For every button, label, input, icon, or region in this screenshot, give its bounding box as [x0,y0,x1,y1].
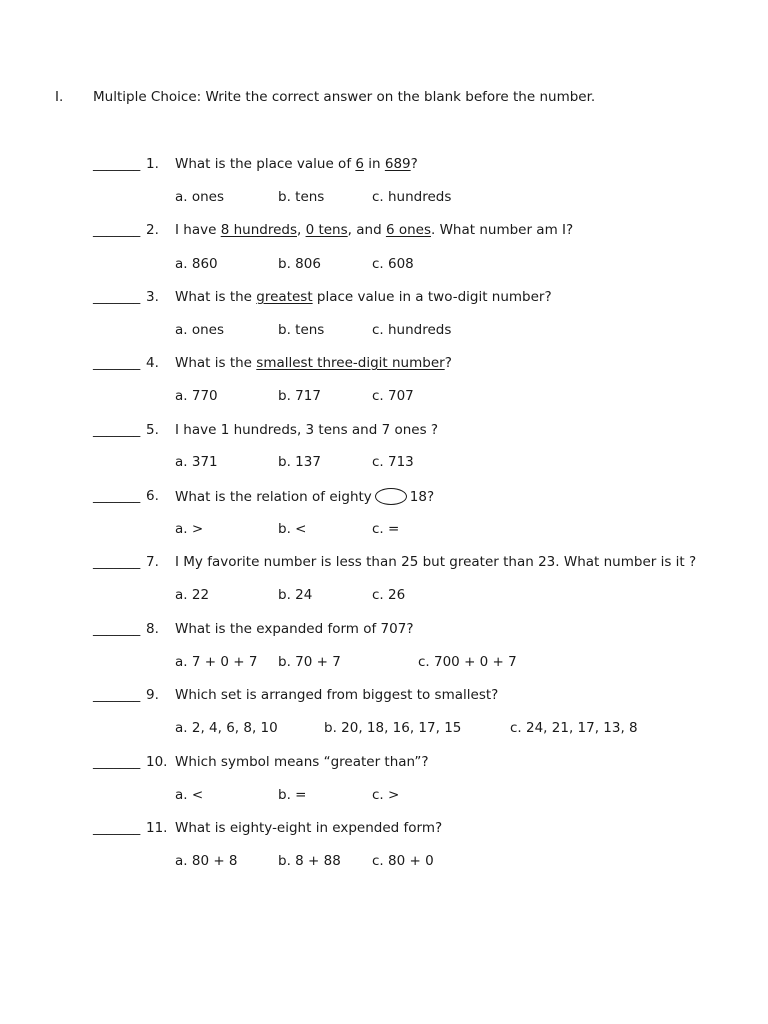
option-b: b. = [278,787,307,803]
answer-blank[interactable]: _______ [93,820,141,836]
option-b: b. 717 [278,388,321,404]
option-c: c. hundreds [372,322,452,338]
question-text: I My favorite number is less than 25 but greater than 23. What number is it ? [175,554,697,570]
question-number: 7. [146,554,159,570]
question-number: 5. [146,422,159,438]
option-a: a. > [175,521,204,537]
question-text: Which set is arranged from biggest to smallest? [175,687,499,703]
answer-blank[interactable]: _______ [93,687,141,703]
option-b: b. 20, 18, 16, 17, 15 [324,720,462,736]
question-number: 3. [146,289,159,305]
question-number: 10. [146,754,168,770]
question-text: What is the expanded form of 707? [175,621,414,637]
option-a: a. ones [175,189,225,205]
answer-blank[interactable]: _______ [93,488,141,504]
question-number: 8. [146,621,159,637]
option-b: b. 806 [278,256,321,272]
option-b: b. 24 [278,587,313,603]
comparison-oval-blank[interactable] [375,488,407,505]
option-a: a. 22 [175,587,210,603]
option-a: a. 770 [175,388,218,404]
option-a: a. < [175,787,204,803]
option-a: a. ones [175,322,225,338]
section-instruction: Multiple Choice: Write the correct answer on the blank before the number. [93,89,596,105]
option-c: c. 26 [372,587,406,603]
answer-blank[interactable]: _______ [93,554,141,570]
answer-blank[interactable]: _______ [93,222,141,238]
question-number: 2. [146,222,159,238]
question-text: What is the relation of eighty 18? [175,489,435,505]
question-text: I have 1 hundreds, 3 tens and 7 ones ? [175,422,439,438]
option-c: c. hundreds [372,189,452,205]
question-number: 9. [146,687,159,703]
answer-blank[interactable]: _______ [93,355,141,371]
option-c: c. 608 [372,256,414,272]
question-number: 6. [146,488,159,504]
option-a: a. 80 + 8 [175,853,238,869]
question-text: What is the place value of 6 in 689? [175,156,418,172]
option-c: c. 707 [372,388,414,404]
question-text: What is the greatest place value in a two-digit number? [175,289,552,305]
option-b: b. 137 [278,454,321,470]
question-number: 1. [146,156,159,172]
question-number: 4. [146,355,159,371]
option-b: b. 70 + 7 [278,654,341,670]
option-b: b. 8 + 88 [278,853,341,869]
question-text: What is eighty-eight in expended form? [175,820,443,836]
option-a: a. 2, 4, 6, 8, 10 [175,720,278,736]
option-a: a. 371 [175,454,218,470]
answer-blank[interactable]: _______ [93,621,141,637]
answer-blank[interactable]: _______ [93,754,141,770]
option-a: a. 860 [175,256,218,272]
option-c: c. > [372,787,400,803]
option-c: c. = [372,521,400,537]
question-text: Which symbol means “greater than”? [175,754,429,770]
option-b: b. tens [278,322,325,338]
option-b: b. tens [278,189,325,205]
option-c: c. 700 + 0 + 7 [418,654,517,670]
question-text: I have 8 hundreds, 0 tens, and 6 ones. What number am I? [175,222,574,238]
option-b: b. < [278,521,307,537]
section-number: I. [55,89,64,105]
option-c: c. 80 + 0 [372,853,434,869]
option-a: a. 7 + 0 + 7 [175,654,258,670]
answer-blank[interactable]: _______ [93,422,141,438]
option-c: c. 713 [372,454,414,470]
option-c: c. 24, 21, 17, 13, 8 [510,720,638,736]
answer-blank[interactable]: _______ [93,289,141,305]
question-text: What is the smallest three-digit number? [175,355,452,371]
question-number: 11. [146,820,168,836]
answer-blank[interactable]: _______ [93,156,141,172]
